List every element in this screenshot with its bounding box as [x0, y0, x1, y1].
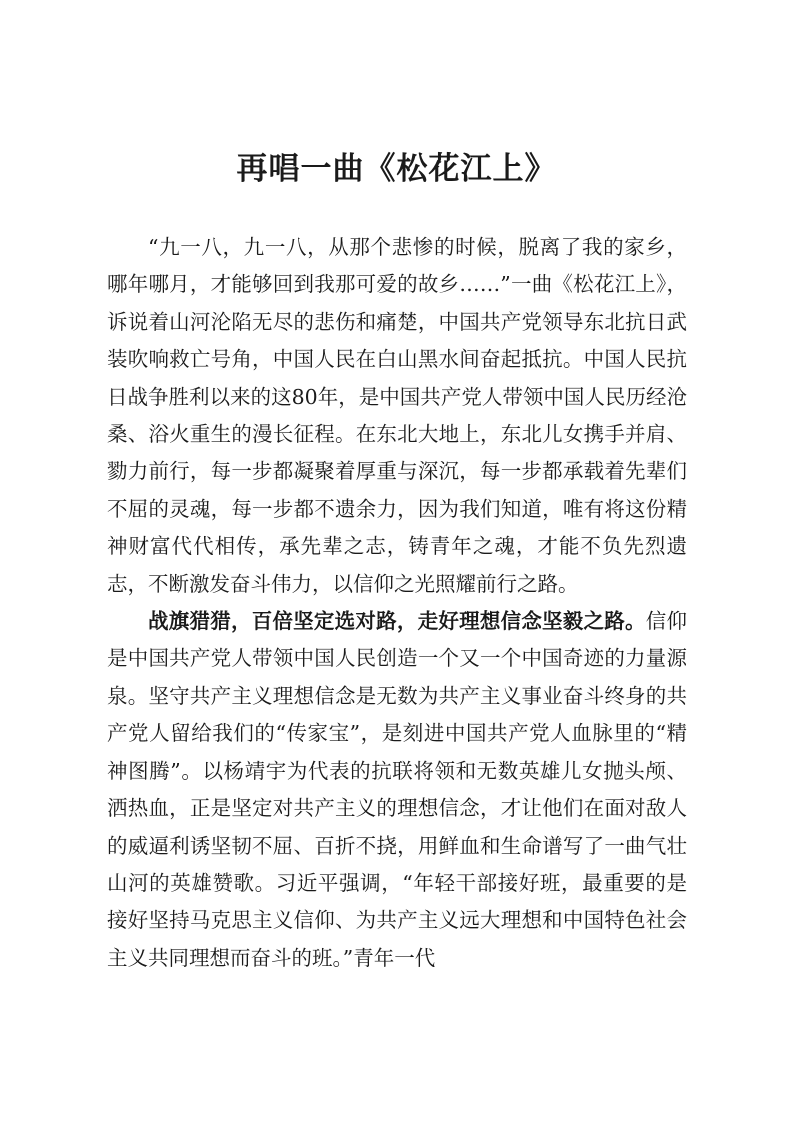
document-body	[107, 229, 687, 977]
paragraph-2-text: 信仰是中国共产党人带领中国人民创造一个又一个中国奇迹的力量源泉。坚守共产主义理想信念是无数为共产主义事业奋斗终身的共产党人留给我们的“传家宝”，是刻进中国共产党人血脉里的“精神图腾”。以杨靖宇为代表的抗联将领和无数英雄儿女抛头颅、洒热血，正是坚定对共产主义的理想信念，才让他们在面对敌人的威逼利诱坚韧不屈、百折不挠，用鲜血和生命谱写了一曲气壮山河的英雄赞歌。习近平强调，“年轻干部接好班，最重要的是接好坚持马克思主义信仰、为共产主义远大理想和中国特色社会主义共同理想而奋斗的班。”青年一代	[107, 609, 688, 970]
paragraph-2	[107, 603, 687, 977]
document-title: 再唱一曲《松花江上》	[236, 151, 557, 187]
paragraph-2-lead-sentence: 战旗猎猎，百倍坚定选对路，走好理想信念坚毅之路。	[148, 609, 646, 634]
paragraph-1-text: “九一八，九一八，从那个悲惨的时候，脱离了我的家乡，哪年哪月，才能够回到我那可爱的故乡……”一曲《松花江上》，诉说着山河沦陷无尽的悲伤和痛楚，中国共产党领导东北抗日武装吹响救亡号角，中国人民在白山黑水间奋起抵抗。中国人民抗日战争胜利以来的这80年，是中国共产党人带领中国人民历经沧桑、浴火重生的漫长征程。在东北大地上，东北儿女携手并肩、勠力前行，每一步都凝聚着厚重与深沉，每一步都承载着先辈们不屈的灵魂，每一步都不遗余力，因为我们知道，唯有将这份精神财富代代相传，承先辈之志，铸青年之魂，才能不负先烈遗志，不断激发奋斗伟力，以信仰之光照耀前行之路。	[107, 235, 687, 596]
paragraph-1	[107, 229, 687, 603]
